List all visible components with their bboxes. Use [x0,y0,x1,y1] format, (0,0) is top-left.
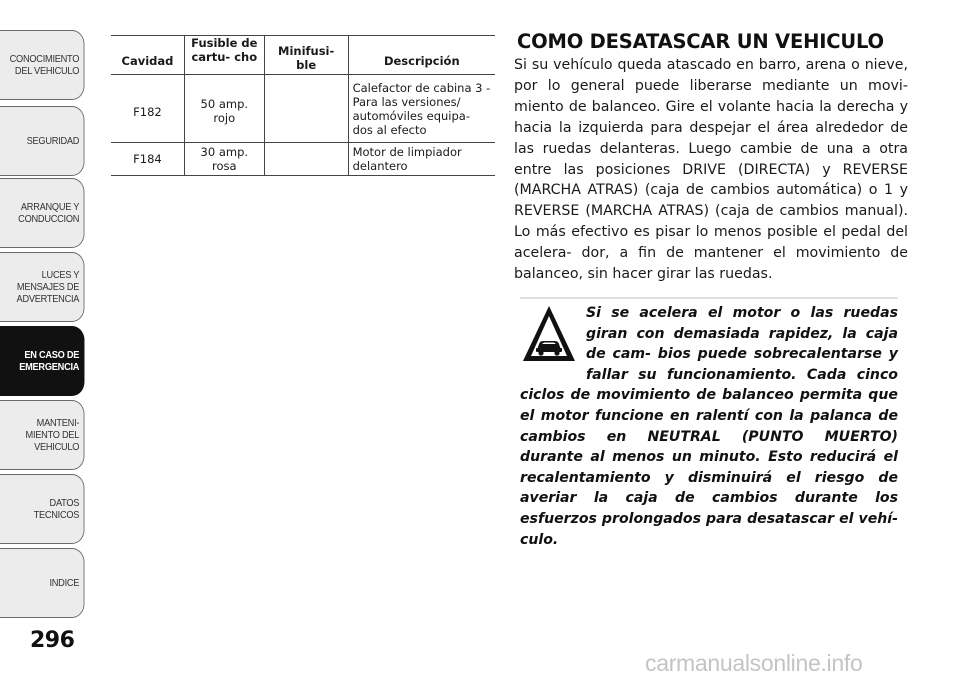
warning-text: Si se acelera el motor o las ruedas giran con demasiada rapidez, la caja de cam- bios puede sobrecalentarse y fallar su funcionamiento. Cada cinco ciclos de movimiento de balanceo permita que el motor funcione en ralentí con la palanca de cambios en NEUTRAL (PUNTO MUERTO) durante al menos un minuto. Esto reducirá el recalentamiento y disminuirá el riesgo de averiar la caja de cambios durante los esfuerzos prolongados para desatascar el vehí- culo. [520,305,898,548]
cell-descripcion: Calefactor de cabina 3 - Para las versiones/ automóviles equipa- dos al efecto [348,75,495,143]
header-fusible: Fusible de cartu- cho [184,36,264,75]
cell-cavidad: F182 [133,105,162,119]
section-title: COMO DESATASCAR UN VEHICULO [517,30,884,53]
tab-en-caso-de-emergencia[interactable]: EN CASO DE EMERGENCIA [0,326,84,396]
cell-descripcion: Motor de limpiador delantero [348,143,495,176]
tab-datos-tecnicos[interactable]: DATOS TECNICOS [0,474,84,544]
warning-divider [520,297,898,299]
header-cavidad: Cavidad [121,54,174,68]
warning-box [520,297,898,550]
tab-arranque-y-conduccion[interactable]: ARRANQUE Y CONDUCCION [0,178,84,248]
tab-indice[interactable]: INDICE [0,548,84,618]
cell-cavidad: F184 [133,152,162,166]
table-row [111,75,495,143]
chapter-sidebar [0,0,100,678]
cell-fusible: 50 amp. rojo [184,75,264,143]
tab-mantenimiento-del-vehiculo[interactable]: MANTENI- MIENTO DEL VEHICULO [0,400,84,470]
header-descripcion: Descripción [348,36,495,75]
tab-conocimiento-del-vehiculo[interactable]: CONOCIMIENTO DEL VEHICULO [0,30,84,100]
header-minifusible: Minifusi- ble [264,36,348,75]
tab-seguridad[interactable]: SEGURIDAD [0,106,84,176]
table-row [111,143,495,176]
table-header-row [111,36,495,75]
warning-triangle-car-icon [520,303,578,365]
cell-minifusible [264,143,348,176]
page-number: 296 [30,628,75,653]
watermark: carmanualsonline.info [645,650,863,676]
cell-minifusible [264,75,348,143]
fuse-table [111,35,495,176]
cell-fusible: 30 amp. rosa [184,143,264,176]
tab-luces-y-mensajes[interactable]: LUCES Y MENSAJES DE ADVERTENCIA [0,252,84,322]
section-body: Si su vehículo queda atascado en barro, arena o nieve, por lo general puede liberarse mediante un movi- miento de balanceo. Gire el volante hacia la derecha y hacia la izquierda para despejar el área alrededor de las ruedas delanteras. Luego cambie de una a otra entre las posiciones DRIVE (DIRECTA) y REVERSE (MARCHA ATRAS) (caja de cambios automática) o 1 y REVERSE (MARCHA ATRAS) (caja de cambios manual). Lo más efectivo es pisar lo menos posible el pedal del acelera- dor, a fin de mantener el movimiento de balanceo, sin hacer girar las ruedas. [514,57,908,283]
